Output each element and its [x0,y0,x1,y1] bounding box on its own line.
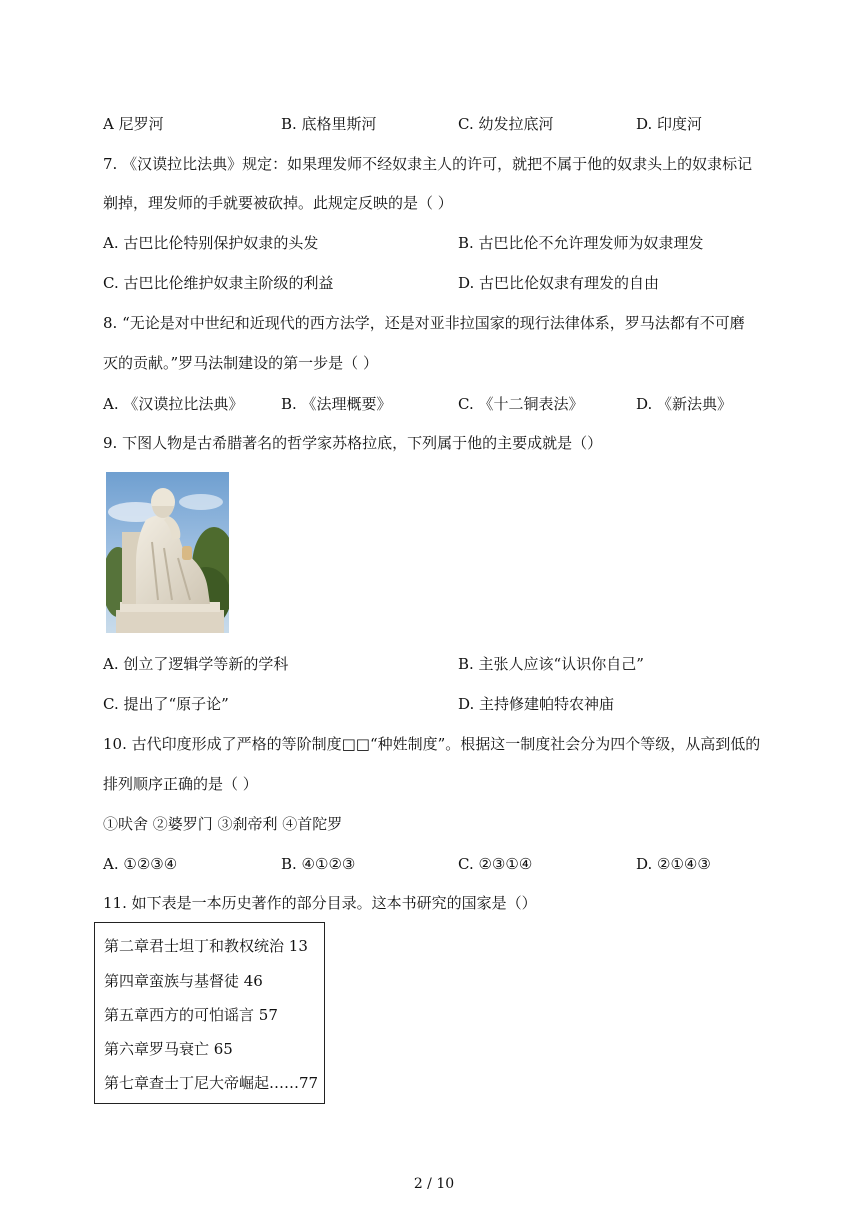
q11-stem: 11. 如下表是一本历史著作的部分目录。这本书研究的国家是（） [103,894,537,912]
q9-option-a: A. 创立了逻辑学等新的学科 [103,655,289,673]
q6-option-d: D. 印度河 [636,115,703,133]
q10-caste-items: ①吠舍 ②婆罗门 ③刹帝利 ④首陀罗 [103,815,343,833]
q9-option-d: D. 主持修建帕特农神庙 [458,695,615,713]
q10-option-b: B. ④①②③ [281,855,356,873]
q10-stem-line2: 排列顺序正确的是（ ） [103,775,258,793]
table-of-contents-box [94,922,325,1104]
q8-option-a: A. 《汉谟拉比法典》 [103,395,244,413]
q7-option-b: B. 古巴比伦不允许理发师为奴隶理发 [458,234,704,252]
q10-stem-line1: 10. 古代印度形成了严格的等阶制度□□“种姓制度”。根据这一制度社会分为四个等级，从高到低的 [103,735,761,753]
q9-stem: 9. 下图人物是古希腊著名的哲学家苏格拉底，下列属于他的主要成就是（） [103,434,603,452]
toc-entry: 第五章西方的可怕谣言 57 [104,1006,278,1024]
socrates-statue-image [106,472,229,633]
q8-option-b: B. 《法理概要》 [281,395,392,413]
q7-stem-line1: 7. 《汉谟拉比法典》规定：如果理发师不经奴隶主人的许可，就把不属于他的奴隶头上的奴隶标记 [103,155,753,173]
page-number: 2 / 10 [413,1176,455,1192]
q10-option-c: C. ②③①④ [458,855,533,873]
toc-entry: 第六章罗马衰亡 65 [104,1040,233,1058]
q9-option-c: C. 提出了“原子论” [103,695,229,713]
q7-option-d: D. 古巴比伦奴隶有理发的自由 [458,274,660,292]
q7-stem-line2: 剃掉，理发师的手就要被砍掉。此规定反映的是（ ） [103,194,453,212]
toc-entry: 第四章蛮族与基督徒 46 [104,972,263,990]
q8-option-c: C. 《十二铜表法》 [458,395,584,413]
q8-option-d: D. 《新法典》 [636,395,733,413]
q8-stem-line2: 灭的贡献。”罗马法制建设的第一步是（ ） [103,354,378,372]
q10-option-d: D. ②①④③ [636,855,711,873]
q7-option-c: C. 古巴比伦维护奴隶主阶级的利益 [103,274,334,292]
q7-option-a: A. 古巴比伦特别保护奴隶的头发 [103,234,319,252]
q6-option-c: C. 幼发拉底河 [458,115,554,133]
q6-option-b: B. 底格里斯河 [281,115,377,133]
q10-option-a: A. ①②③④ [103,855,178,873]
q6-option-a: A 尼罗河 [103,115,164,133]
toc-entry: 第七章查士丁尼大帝崛起……77 [104,1074,319,1092]
q9-option-b: B. 主张人应该“认识你自己” [458,655,644,673]
q8-stem-line1: 8. “无论是对中世纪和近现代的西方法学，还是对亚非拉国家的现行法律体系，罗马法都有不可磨 [103,314,745,332]
toc-entry: 第二章君士坦丁和教权统治 13 [104,937,308,955]
